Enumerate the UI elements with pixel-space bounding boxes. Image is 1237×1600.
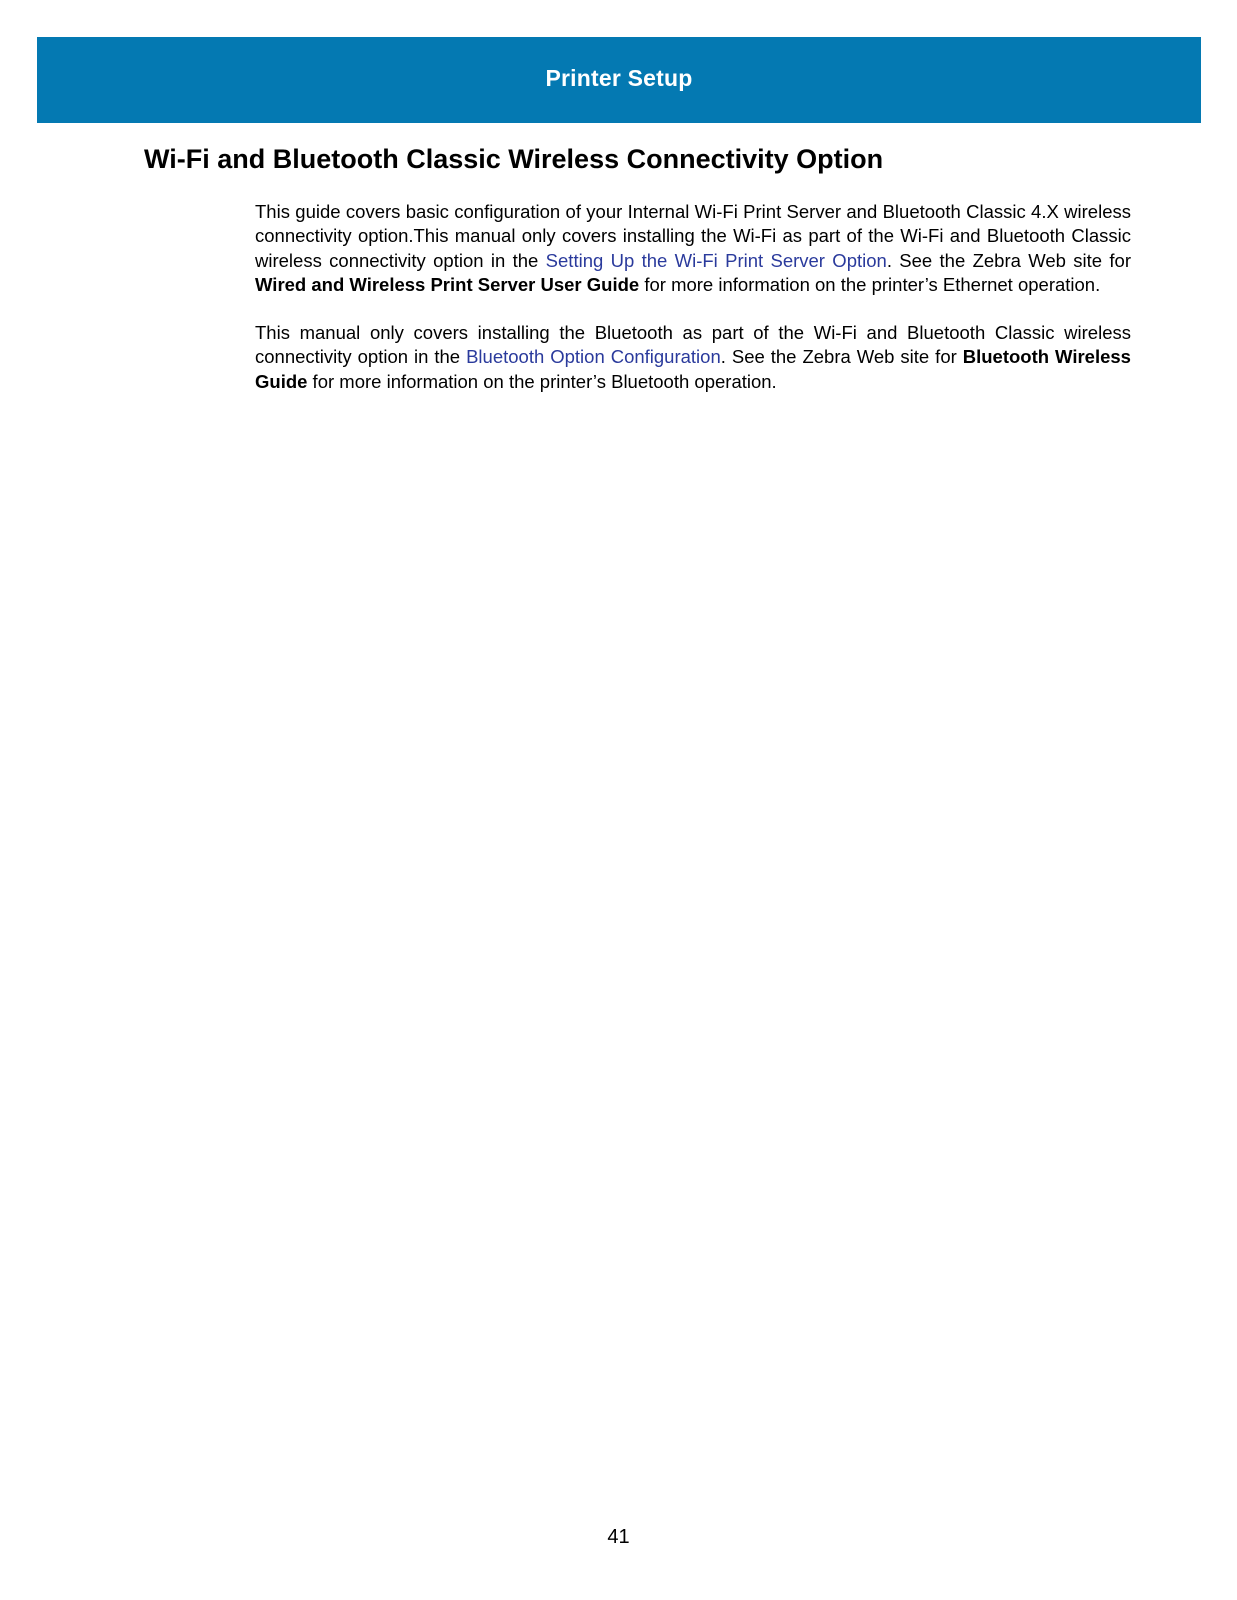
section-heading: Wi-Fi and Bluetooth Classic Wireless Connectivity Option	[144, 144, 884, 174]
paragraph-text: This guide covers basic configuration of your Internal Wi-Fi Print Server and Bluetooth Classic 4.X wireless connectivity option.This manual only covers installing the Wi-Fi as part of the Wi-Fi and Bluetooth Classic wireless connectivity option in the	[255, 201, 1131, 271]
paragraph-wifi	[255, 200, 1131, 297]
paragraph-text: . See the Zebra Web site for	[720, 346, 963, 368]
guide-title: Wired and Wireless Print Server User Guide	[255, 273, 640, 295]
link-bluetooth-option-configuration[interactable]: Bluetooth Option Configuration	[466, 346, 721, 368]
paragraph-bluetooth	[255, 321, 1131, 394]
header-title: Printer Setup	[545, 65, 693, 91]
paragraph-text: This manual only covers installing the Bluetooth as part of the Wi-Fi and Bluetooth Classic wireless connectivity option in the	[255, 322, 1131, 368]
paragraph-text: . See the Zebra Web site for	[886, 249, 1131, 271]
page-number: 41	[607, 1526, 630, 1548]
paragraph-text: for more information on the printer’s Bluetooth operation.	[307, 370, 777, 392]
link-wifi-print-server-setup[interactable]: Setting Up the Wi-Fi Print Server Option	[545, 249, 887, 271]
header-bar	[37, 37, 1201, 123]
body-text	[255, 200, 1131, 418]
guide-title: Bluetooth Wireless Guide	[255, 346, 1131, 392]
paragraph-text: for more information on the printer’s Ethernet operation.	[639, 273, 1101, 295]
